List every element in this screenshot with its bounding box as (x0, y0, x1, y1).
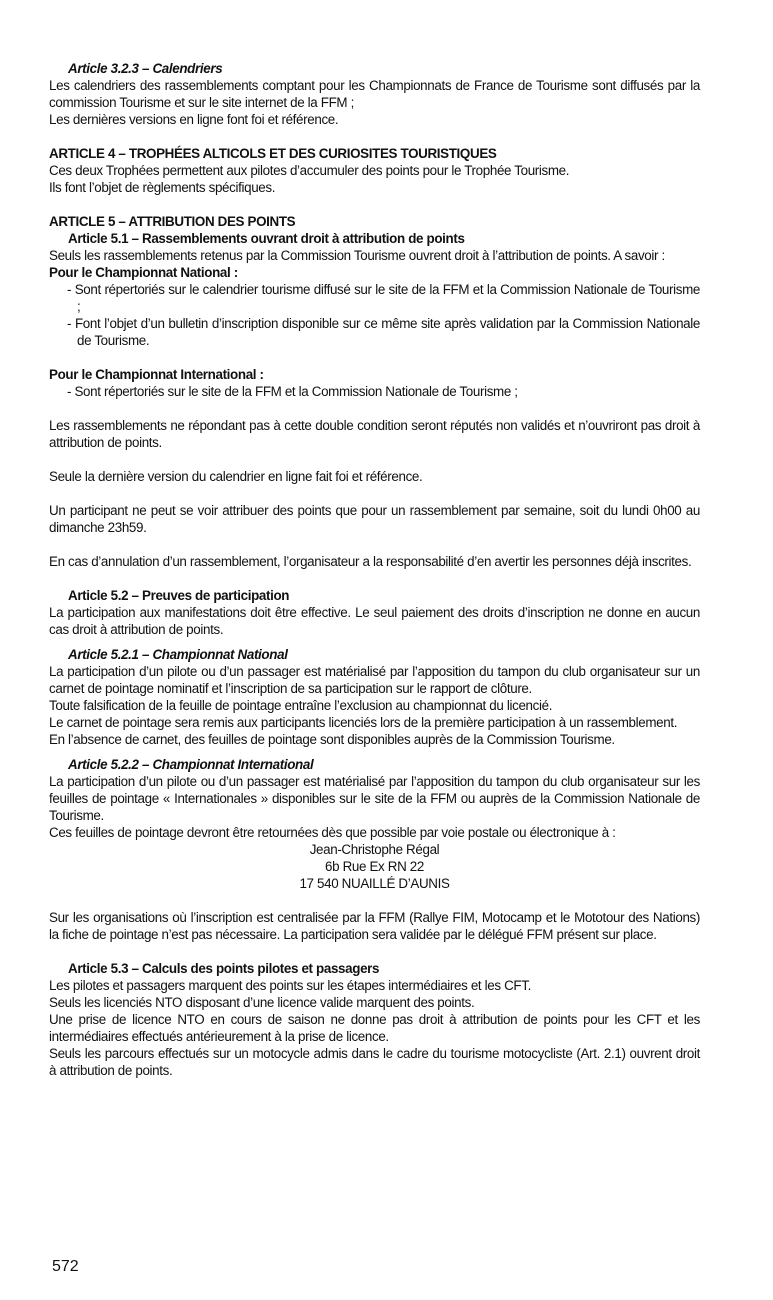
list-item: - Sont répertoriés sur le site de la FFM et la Commission Nationale de Tourisme ; (67, 384, 518, 399)
article-5-2-1-paragraph: La participation d’un pilote ou d’un passager est matérialisé par l’apposition du tampon du club organisateur sur un carnet de pointage nominatif et l’inscription de sa participation sur le rapport de clôture. (49, 664, 700, 696)
article-5-2-1-paragraph: Le carnet de pointage sera remis aux participants licenciés lors de la première participation à un rassemblement. (49, 715, 678, 730)
article-5-2-2-heading: Article 5.2.2 – Championnat International (68, 757, 314, 772)
article-5-2-1-paragraph: En l’absence de carnet, des feuilles de pointage sont disponibles auprès de la Commission Tourisme. (49, 732, 615, 747)
article-5-2-2-paragraph: Sur les organisations où l’inscription est centralisée par la FFM (Rallye FIM, Motocamp et le Mototour des Nations) la fiche de pointage n’est pas nécessaire. La participation sera validée par le délégué FFM présent sur place. (49, 910, 700, 942)
article-4-paragraph: Ces deux Trophées permettent aux pilotes d’accumuler des points pour le Trophée Tourisme. (49, 163, 570, 178)
national-championship-label: Pour le Championnat National : (49, 265, 238, 280)
list-item: - Sont répertoriés sur le calendrier tourisme diffusé sur le site de la FFM et la Commission Nationale de Tourisme ; (67, 282, 700, 314)
address-line: Jean-Christophe Régal (309, 842, 440, 857)
article-5-3-paragraph: Les pilotes et passagers marquent des points sur les étapes intermédiaires et les CFT. (49, 978, 531, 993)
page-number: 572 (52, 1258, 79, 1275)
international-championship-label: Pour le Championnat International : (49, 367, 264, 382)
article-5-1-heading: Article 5.1 – Rassemblements ouvrant droit à attribution de points (68, 231, 465, 246)
article-4-paragraph: Ils font l’objet de règlements spécifiques. (49, 180, 276, 195)
article-5-2-heading: Article 5.2 – Preuves de participation (68, 588, 290, 603)
article-5-1-paragraph: Seuls les rassemblements retenus par la Commission Tourisme ouvrent droit à l’attribution de points. A savoir : (49, 248, 665, 263)
weekly-limit-paragraph: Un participant ne peut se voir attribuer des points que pour un rassemblement par semaine, soit du lundi 0h00 au dimanche 23h59. (49, 503, 700, 535)
address-line: 6b Rue Ex RN 22 (325, 859, 424, 874)
article-3-2-3-paragraph: Les calendriers des rassemblements comptant pour les Championnats de France de Tourisme sont diffusés par la commission Tourisme et sur le site internet de la FFM ; (49, 78, 700, 110)
article-5-3-paragraph: Une prise de licence NTO en cours de saison ne donne pas droit à attribution de points pour les CFT et les intermédiaires effectués antérieurement à la prise de licence. (49, 1012, 700, 1044)
list-item: - Font l’objet d’un bulletin d’inscription disponible sur ce même site après validation par la Commission Nationale de Tourisme. (67, 316, 700, 348)
article-5-3-heading: Article 5.3 – Calculs des points pilotes et passagers (68, 961, 380, 976)
postal-address (49, 841, 700, 892)
calendar-version-paragraph: Seule la dernière version du calendrier en ligne fait foi et référence. (49, 469, 423, 484)
double-condition-paragraph: Les rassemblements ne répondant pas à cette double condition seront réputés non validés et n’ouvriront pas droit à attribution de points. (49, 418, 700, 450)
address-line: 17 540 NUAILLÉ D’AUNIS (299, 876, 450, 891)
article-3-2-3-paragraph: Les dernières versions en ligne font foi et référence. (49, 112, 339, 127)
article-5-2-1-heading: Article 5.2.1 – Championnat National (68, 647, 288, 662)
article-5-2-paragraph: La participation aux manifestations doit être effective. Le seul paiement des droits d’inscription ne donne en aucun cas droit à attribution de points. (49, 605, 700, 637)
article-4-heading: ARTICLE 4 – TROPHÉES ALTICOLS ET DES CURIOSITES TOURISTIQUES (49, 146, 497, 161)
international-criteria-list (49, 383, 700, 400)
article-5-2-2-paragraph: La participation d’un pilote ou d’un passager est matérialisé par l’apposition du tampon du club organisateur sur les feuilles de pointage « Internationales » disponibles sur le site de la FFM ou auprès de la Commission Nationale de Tourisme. (49, 774, 700, 823)
cancellation-paragraph: En cas d’annulation d’un rassemblement, l’organisateur a la responsabilité d’en avertir les personnes déjà inscrites. (49, 554, 692, 569)
article-5-2-2-paragraph: Ces feuilles de pointage devront être retournées dès que possible par voie postale ou électronique à : (49, 825, 616, 840)
article-5-3-paragraph: Seuls les parcours effectués sur un motocycle admis dans le cadre du tourisme motocycliste (Art. 2.1) ouvrent droit à attribution de points. (49, 1046, 700, 1078)
article-5-heading: ARTICLE 5 – ATTRIBUTION DES POINTS (49, 214, 296, 229)
document-page (49, 60, 700, 1079)
article-5-2-1-paragraph: Toute falsification de la feuille de pointage entraîne l’exclusion au championnat du licencié. (49, 698, 553, 713)
article-5-3-paragraph: Seuls les licenciés NTO disposant d’une licence valide marquent des points. (49, 995, 475, 1010)
national-criteria-list (49, 281, 700, 349)
article-3-2-3-heading: Article 3.2.3 – Calendriers (68, 61, 223, 76)
